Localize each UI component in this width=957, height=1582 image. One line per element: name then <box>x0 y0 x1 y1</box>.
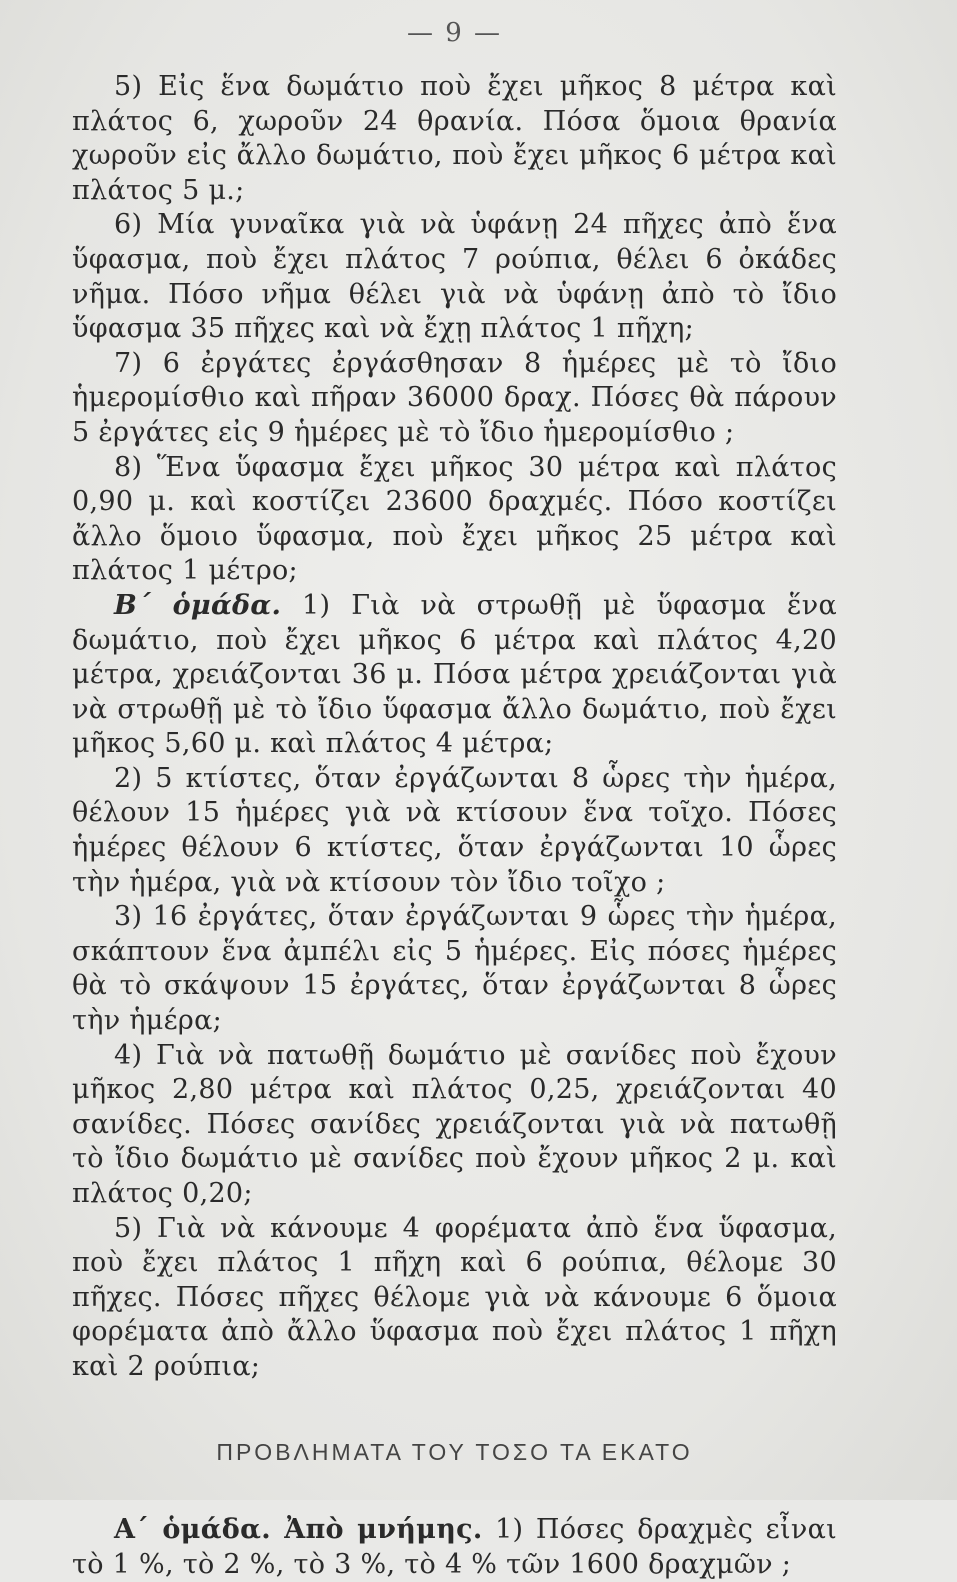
problem-text: 7) 6 ἐργάτες ἐργάσθησαν 8 ἡμέρες μὲ τὸ ἴδιο ἡμερομίσθιο καὶ πῆραν 36000 δραχ. Πόσες θὰ πάρουν 5 ἐργάτες εἰς 9 ἡμέρες μὲ τὸ ἴδιο ἡμερομίσθιο ; <box>72 347 837 448</box>
problem-text: 6) Μία γυναῖκα γιὰ νὰ ὑφάνῃ 24 πῆχες ἀπὸ ἕνα ὕφασμα, ποὺ ἔχει πλάτος 7 ρούπια, θέλει 6 ὀκάδες νῆμα. Πόσο νῆμα θέλει γιὰ νὰ ὑφάνῃ ἀπὸ τὸ ἴδιο ὕφασμα 35 πῆχες καὶ νὰ ἔχῃ πλάτος 1 πῆχη; <box>72 209 837 345</box>
problem-paragraph <box>72 900 837 1038</box>
problem-text: 5) Γιὰ νὰ κάνουμε 4 φορέματα ἀπὸ ἕνα ὕφασμα, ποὺ ἔχει πλάτος 1 πῆχη καὶ 6 ρούπια, θέλομε 30 πῆχες. Πόσες πῆχες θέλομε γιὰ νὰ κάνουμε 6 ὅμοια φορέματα ἀπὸ ἄλλο ὕφασμα ποὺ ἔχει πλάτος 1 πῆχη καὶ 2 ρούπια; <box>72 1212 837 1382</box>
problem-paragraph <box>72 762 837 900</box>
problem-paragraph <box>72 1212 837 1385</box>
problem-paragraph <box>72 208 837 346</box>
group-label: Α΄ ὁμάδα. Ἀπὸ μνήμης. <box>114 1514 483 1546</box>
section-heading: ΠΡΟΒΛΗΜΑΤΑ ΤΟΥ ΤΟΣΟ ΤΑ ΕΚΑΤΟ <box>216 1438 693 1465</box>
problem-paragraph <box>72 451 837 589</box>
problem-paragraph <box>72 589 837 762</box>
group-label: Β΄ ὁμάδα. <box>114 589 282 621</box>
problem-text: 5) Εἰς ἕνα δωμάτιο ποὺ ἔχει μῆκος 8 μέτρα καὶ πλάτος 6, χωροῦν 24 θρανία. Πόσα ὅμοια θρανία χωροῦν εἰς ἄλλο δωμάτιο, ποὺ ἔχει μῆκος 6 μέτρα καὶ πλάτος 5 μ.; <box>72 71 837 206</box>
problem-paragraph <box>72 1039 837 1212</box>
body-text <box>72 70 837 1582</box>
problem-paragraph <box>72 347 837 451</box>
problem-paragraph <box>72 70 837 208</box>
problem-text: 2) 5 κτίστες, ὅταν ἐργάζωνται 8 ὧρες τὴν ἡμέρα, θέλουν 15 ἡμέρες γιὰ νὰ κτίσουν ἕνα τοῖχο. Πόσες ἡμέρες θέλουν 6 κτίστες, ὅταν ἐργάζωνται 10 ὧρες τὴν ἡμέρα, γιὰ νὰ κτίσουν τὸν ἴδιο τοῖχο ; <box>72 762 837 898</box>
problem-text: 1) Πόσες δραχμὲς εἶναι τὸ 1 %, τὸ 2 %, τὸ 3 %, τὸ 4 % τῶν 1600 δραχμῶν ; <box>72 1514 837 1580</box>
page-number: — 9 — <box>406 18 503 48</box>
problem-text: 3) 16 ἐργάτες, ὅταν ἐργάζωνται 9 ὧρες τὴν ἡμέρα, σκάπτουν ἕνα ἀμπέλι εἰς 5 ἡμέρες. Εἰς πόσες ἡμέρες θὰ τὸ σκάψουν 15 ἐργάτες, ὅταν ἐργάζωνται 8 ὧρες τὴν ἡμέρα; <box>72 901 837 1037</box>
section-paragraph <box>72 1513 837 1582</box>
problem-text: 4) Γιὰ νὰ πατωθῇ δωμάτιο μὲ σανίδες ποὺ ἔχουν μῆκος 2,80 μέτρα καὶ πλάτος 0,25, χρειάζονται 40 σανίδες. Πόσες σανίδες χρειάζονται γιὰ νὰ πατωθῇ τὸ ἴδιο δωμάτιο μὲ σανίδες ποὺ ἔχουν μῆκος 2 μ. καὶ πλάτος 0,20; <box>72 1039 837 1209</box>
problem-text: 8) Ἕνα ὕφασμα ἔχει μῆκος 30 μέτρα καὶ πλάτος 0,90 μ. καὶ κοστίζει 23600 δραχμές. Πόσο κοστίζει ἄλλο ὅμοιο ὕφασμα, ποὺ ἔχει μῆκος 25 μέτρα καὶ πλάτος 1 μέτρο; <box>72 451 837 587</box>
problem-text: 1) Γιὰ νὰ στρωθῇ μὲ ὕφασμα ἕνα δωμάτιο, ποὺ ἔχει μῆκος 6 μέτρα καὶ πλάτος 4,20 μέτρα, χρειάζονται 36 μ. Πόσα μέτρα χρειάζονται γιὰ νὰ στρωθῇ μὲ τὸ ἴδιο ὕφασμα ἄλλο δωμάτιο, ποὺ ἔχει μῆκος 5,60 μ. καὶ πλάτος 4 μέτρα; <box>72 589 837 760</box>
